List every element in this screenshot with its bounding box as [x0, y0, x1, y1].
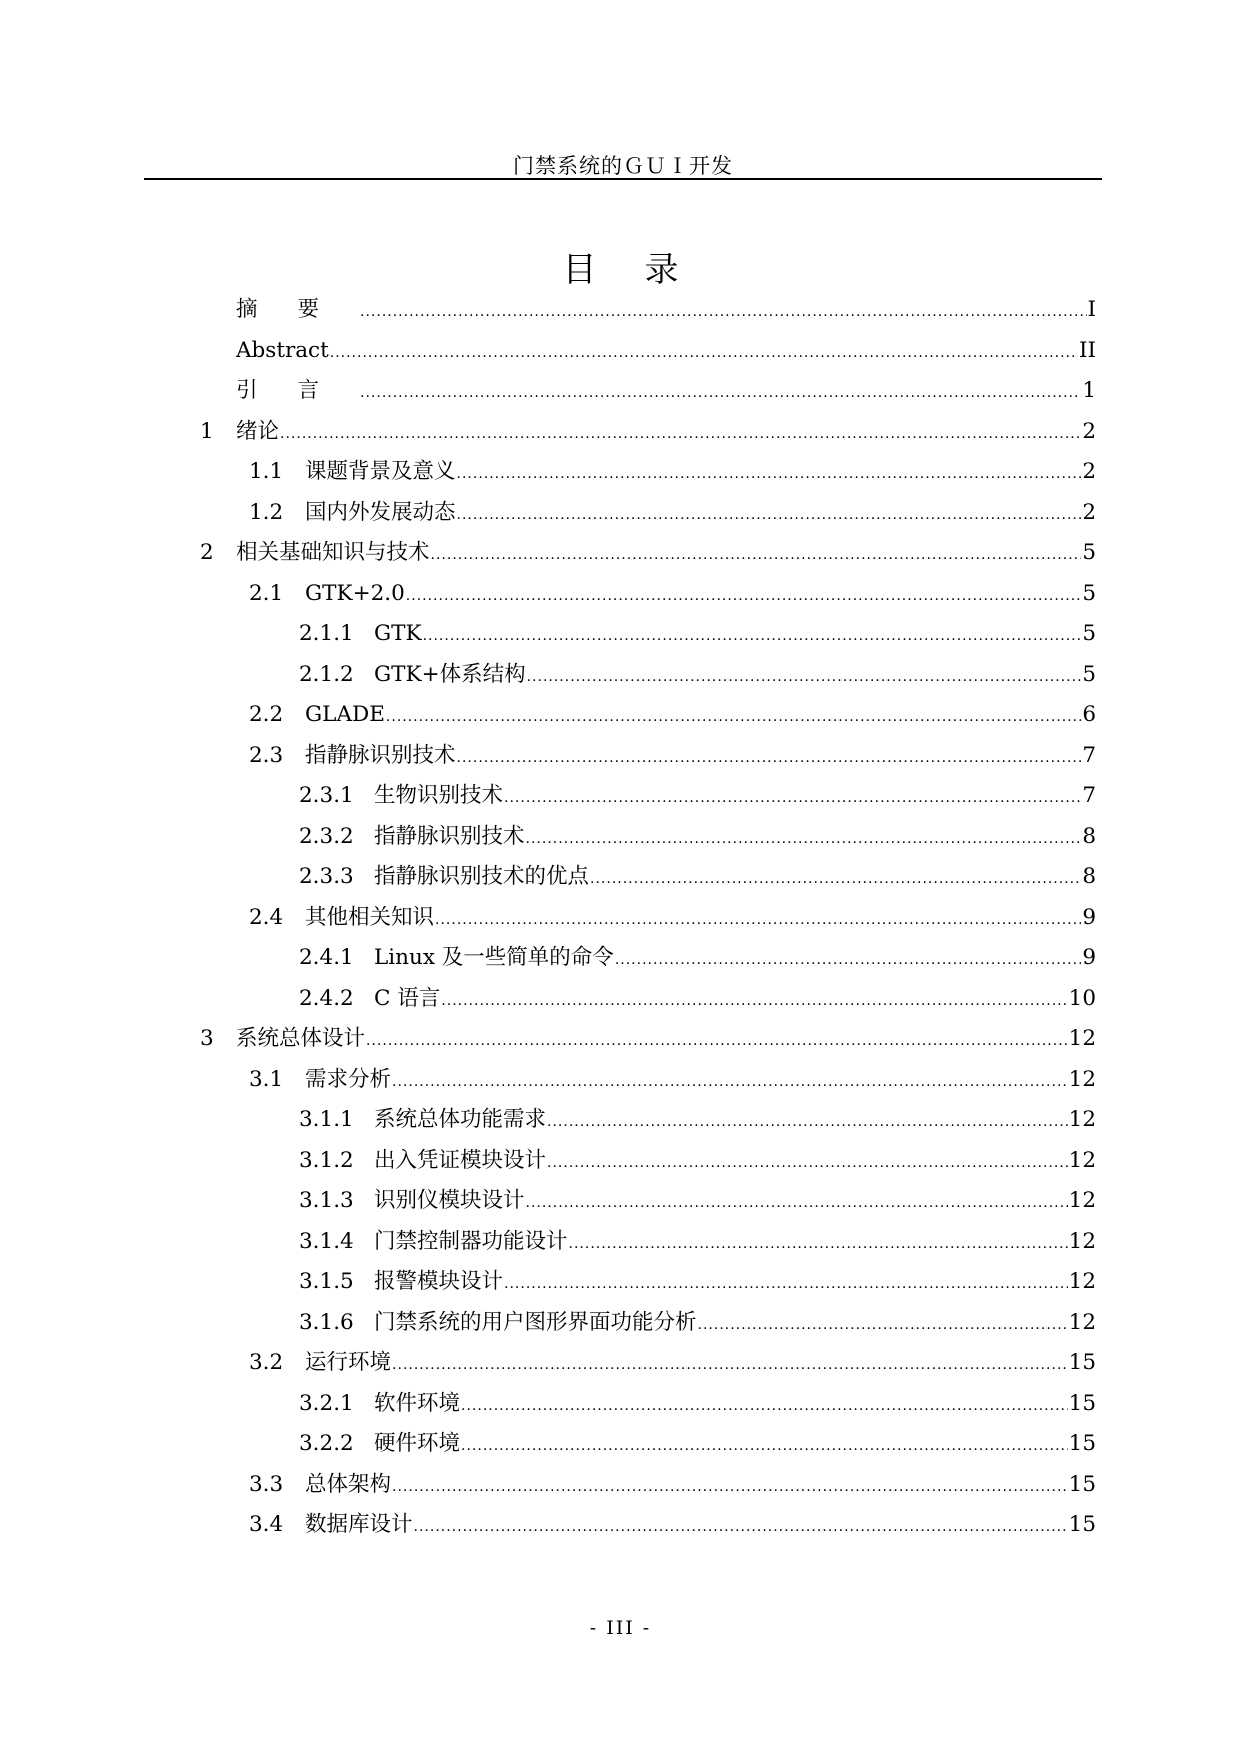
toc-entry-number: 3.2.2 — [299, 1431, 354, 1456]
toc-entry[interactable] — [200, 695, 1096, 736]
toc-entry-number: 3.1.3 — [299, 1188, 354, 1213]
toc-entry[interactable] — [200, 371, 1096, 412]
toc-entry-page: 5 — [1082, 540, 1096, 565]
toc-dot-leader — [590, 859, 1081, 900]
toc-entry-page: 6 — [1082, 702, 1096, 727]
toc-entry[interactable] — [200, 1424, 1096, 1465]
toc-entry-title: GLADE — [305, 702, 385, 727]
toc-entry[interactable] — [200, 736, 1096, 777]
toc-entry-title: 生物识别技术 — [374, 783, 504, 808]
toc-dot-leader — [386, 697, 1081, 738]
toc-entry-page: 12 — [1068, 1269, 1096, 1294]
toc-entry[interactable] — [200, 1303, 1096, 1344]
toc-entry-number: 2.1.1 — [299, 621, 354, 646]
toc-entry-number: 2.4.2 — [299, 985, 354, 1011]
toc-entry-page: II — [1079, 337, 1096, 363]
toc-entry-number: 3.1.1 — [299, 1107, 354, 1132]
toc-entry-title: 运行环境 — [305, 1350, 392, 1375]
toc-entry-title: 报警模块设计 — [374, 1269, 504, 1294]
toc-entry-title: 需求分析 — [305, 1066, 392, 1092]
toc-entry-page: 15 — [1068, 1431, 1096, 1456]
toc-dot-leader — [461, 1386, 1068, 1427]
toc-entry-page: 5 — [1082, 661, 1096, 687]
toc-entry[interactable] — [200, 533, 1096, 574]
toc-entry-page: 2 — [1082, 459, 1096, 484]
toc-entry-number: 3.3 — [249, 1471, 284, 1497]
toc-dot-leader — [435, 900, 1081, 941]
toc-entry-title: Linux 及一些简单的命令 — [374, 945, 614, 970]
toc-entry-title: GTK+2.0 — [305, 580, 405, 606]
toc-entry-title: 课题背景及意义 — [305, 459, 456, 484]
toc-entry-number: 1.1 — [249, 459, 284, 484]
toc-entry-title: 门禁系统的用户图形界面功能分析 — [374, 1309, 697, 1335]
toc-entry[interactable] — [200, 331, 1096, 372]
toc-dot-leader — [526, 819, 1082, 860]
toc-dot-leader — [457, 495, 1082, 536]
toc-dot-leader — [504, 1264, 1068, 1305]
toc-entry-title: 指静脉识别技术的优点 — [374, 864, 590, 889]
toc-entry[interactable] — [200, 452, 1096, 493]
toc-entry-number: 3.2.1 — [299, 1390, 354, 1416]
toc-entry-number: 3 — [200, 1026, 214, 1051]
toc-entry-number: 2.3.1 — [299, 783, 354, 808]
toc-entry-number: 3.1.5 — [299, 1269, 354, 1294]
toc-entry-title: 指静脉识别技术 — [374, 823, 525, 849]
toc-entry-page: 12 — [1068, 1188, 1096, 1213]
toc-entry[interactable] — [200, 1181, 1096, 1222]
toc-dot-leader — [504, 778, 1081, 819]
toc-entry-page: I — [1087, 297, 1096, 322]
toc-entry[interactable] — [200, 938, 1096, 979]
toc-entry-title: 系统总体功能需求 — [374, 1107, 547, 1132]
toc-entry-title: C 语言 — [374, 985, 441, 1011]
toc-dot-leader — [547, 1102, 1068, 1143]
toc-dot-leader — [406, 576, 1082, 617]
toc-entry-title: 系统总体设计 — [236, 1026, 366, 1051]
toc-entry[interactable] — [200, 1343, 1096, 1384]
toc-entry-title: GTK — [374, 621, 422, 646]
toc-entry-title: 绪论 — [236, 418, 280, 444]
toc-entry-page: 12 — [1068, 1309, 1096, 1335]
toc-entry-number: 2.1.2 — [299, 661, 354, 687]
toc-entry[interactable] — [200, 898, 1096, 939]
toc-entry-page: 15 — [1068, 1512, 1096, 1537]
toc-dot-leader — [414, 1507, 1068, 1548]
toc-entry-page: 15 — [1068, 1471, 1096, 1497]
toc-entry-number: 1.2 — [249, 499, 284, 525]
toc-dot-leader — [392, 1345, 1068, 1386]
toc-dot-leader — [330, 333, 1078, 374]
toc-dot-leader — [615, 940, 1082, 981]
toc-entry[interactable] — [200, 1262, 1096, 1303]
toc-entry[interactable] — [200, 493, 1096, 534]
toc-entry[interactable] — [200, 979, 1096, 1020]
toc-entry-title: 软件环境 — [374, 1390, 461, 1416]
toc-dot-leader — [569, 1224, 1068, 1265]
toc-entry-page: 5 — [1082, 621, 1096, 646]
toc-title: 目录 — [562, 250, 727, 290]
toc-entry[interactable] — [200, 614, 1096, 655]
toc-entry-title: 识别仪模块设计 — [374, 1188, 525, 1213]
toc-entry-number: 2.3 — [249, 742, 284, 768]
toc-entry-page: 8 — [1082, 823, 1096, 849]
toc-dot-leader — [457, 454, 1082, 495]
toc-entry-page: 7 — [1082, 742, 1096, 768]
toc-dot-leader — [431, 535, 1082, 576]
toc-entry-page: 7 — [1082, 783, 1096, 808]
toc-entry-number: 2.4.1 — [299, 945, 354, 970]
toc-dot-leader — [360, 373, 1081, 414]
toc-entry-number: 2.3.2 — [299, 823, 354, 849]
toc-entry-title: 相关基础知识与技术 — [236, 540, 430, 565]
toc-entry[interactable] — [200, 574, 1096, 615]
toc-entry[interactable] — [200, 776, 1096, 817]
toc-entry[interactable] — [200, 655, 1096, 696]
toc-dot-leader — [392, 1467, 1068, 1508]
toc-entry-number: 3.1.2 — [299, 1147, 354, 1173]
toc-entry-title: GTK+体系结构 — [374, 661, 526, 687]
toc-dot-leader — [366, 1021, 1068, 1062]
toc-entry-title: 硬件环境 — [374, 1431, 461, 1456]
toc-entry-title: 门禁控制器功能设计 — [374, 1228, 568, 1254]
toc-dot-leader — [526, 1183, 1068, 1224]
toc-entry-number: 2 — [200, 540, 214, 565]
toc-entry-number: 1 — [200, 418, 214, 444]
toc-entry-page: 12 — [1068, 1228, 1096, 1254]
toc-entry-page: 9 — [1082, 904, 1096, 930]
toc-entry-number: 3.1 — [249, 1066, 284, 1092]
toc-list — [200, 290, 1096, 1546]
toc-entry[interactable] — [200, 1141, 1096, 1182]
toc-entry-title: 摘要 — [236, 297, 360, 322]
toc-dot-leader — [698, 1305, 1068, 1346]
toc-dot-leader — [392, 1062, 1068, 1103]
toc-dot-leader — [360, 292, 1086, 333]
toc-entry-page: 5 — [1082, 580, 1096, 606]
toc-dot-leader — [280, 414, 1081, 455]
toc-entry-title: 数据库设计 — [305, 1512, 413, 1537]
toc-dot-leader — [527, 657, 1082, 698]
toc-entry-title: 出入凭证模块设计 — [374, 1147, 547, 1173]
toc-entry-title: 其他相关知识 — [305, 904, 435, 930]
toc-entry-page: 12 — [1068, 1147, 1096, 1173]
toc-entry-number: 3.1.6 — [299, 1309, 354, 1335]
toc-entry[interactable] — [200, 290, 1096, 331]
page-number: - III - — [589, 1617, 652, 1639]
toc-entry-page: 9 — [1082, 945, 1096, 970]
toc-entry[interactable] — [200, 1100, 1096, 1141]
toc-entry-page: 2 — [1082, 499, 1096, 525]
toc-entry[interactable] — [200, 412, 1096, 453]
toc-entry-number: 2.3.3 — [299, 864, 354, 889]
toc-entry[interactable] — [200, 1505, 1096, 1546]
toc-entry-title: 国内外发展动态 — [305, 499, 456, 525]
toc-entry-page: 12 — [1068, 1066, 1096, 1092]
toc-entry-title: 总体架构 — [305, 1471, 392, 1497]
toc-entry-number: 3.4 — [249, 1512, 284, 1537]
toc-entry-page: 2 — [1082, 418, 1096, 444]
toc-entry-title: 引言 — [236, 378, 360, 403]
toc-entry[interactable] — [200, 857, 1096, 898]
toc-entry-page: 12 — [1068, 1026, 1096, 1051]
toc-entry-page: 8 — [1082, 864, 1096, 889]
toc-entry[interactable] — [200, 1019, 1096, 1060]
toc-entry-title: 指静脉识别技术 — [305, 742, 456, 768]
toc-entry[interactable] — [200, 1384, 1096, 1425]
toc-dot-leader — [547, 1143, 1068, 1184]
toc-dot-leader — [441, 981, 1067, 1022]
toc-entry-page: 15 — [1068, 1350, 1096, 1375]
running-header-title: 门禁系统的ＧＵＩ开发 — [513, 154, 733, 178]
toc-entry-number: 3.2 — [249, 1350, 284, 1375]
toc-entry-page: 10 — [1068, 985, 1096, 1011]
toc-entry[interactable] — [200, 1222, 1096, 1263]
toc-dot-leader — [461, 1426, 1068, 1467]
toc-entry[interactable] — [200, 817, 1096, 858]
toc-entry-page: 15 — [1068, 1390, 1096, 1416]
toc-dot-leader — [457, 738, 1082, 779]
toc-entry-page: 12 — [1068, 1107, 1096, 1132]
toc-entry-number: 3.1.4 — [299, 1228, 354, 1254]
toc-entry[interactable] — [200, 1060, 1096, 1101]
toc-dot-leader — [423, 616, 1082, 657]
toc-entry-number: 2.4 — [249, 904, 284, 930]
header-rule — [144, 178, 1102, 180]
toc-entry-title: Abstract — [236, 337, 329, 363]
toc-entry-page: 1 — [1082, 378, 1096, 403]
toc-entry[interactable] — [200, 1465, 1096, 1506]
toc-entry-number: 2.1 — [249, 580, 284, 606]
toc-entry-number: 2.2 — [249, 702, 284, 727]
